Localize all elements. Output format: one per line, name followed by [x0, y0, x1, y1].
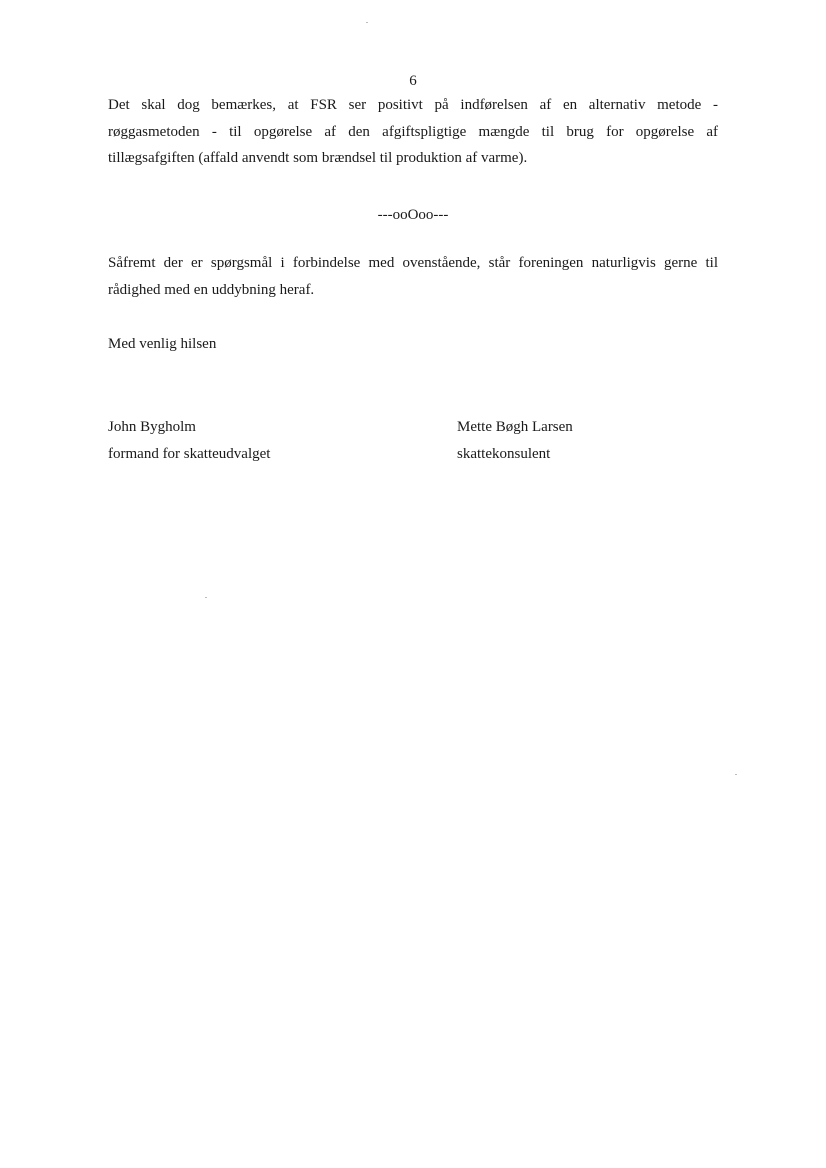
paragraph-line: Såfremt der er spørgsmål i forbindelse med ovenstående, står foreningen naturligvis gerne til [108, 255, 718, 271]
signatory-title: skattekonsulent [457, 446, 551, 462]
paragraph-line: rådighed med en uddybning heraf. [108, 281, 315, 298]
signatory-name: John Bygholm [108, 419, 196, 435]
scan-speck [366, 22, 368, 23]
paragraph-line: Det skal dog bemærkes, at FSR ser positivt på indførelsen af en alternativ metode - [108, 97, 718, 113]
paragraph-line: røggasmetoden - til opgørelse af den afgiftspligtige mængde til brug for opgørelse af [108, 123, 718, 140]
signature-block-left [108, 414, 270, 468]
paragraph-remark [108, 92, 718, 172]
paragraph-line: tillægsafgiften (affald anvendt som brændsel til produktion af varme). [108, 150, 528, 166]
scan-speck [735, 774, 737, 775]
signatory-title: formand for skatteudvalget [108, 446, 271, 462]
signature-block-right [457, 414, 573, 468]
page-number: 6 [409, 73, 417, 89]
signatory-name: Mette Bøgh Larsen [457, 419, 573, 435]
section-separator: ---ooOoo--- [377, 207, 449, 223]
paragraph-contact [108, 250, 718, 303]
closing-greeting: Med venlig hilsen [108, 336, 217, 352]
scan-speck [205, 597, 207, 598]
